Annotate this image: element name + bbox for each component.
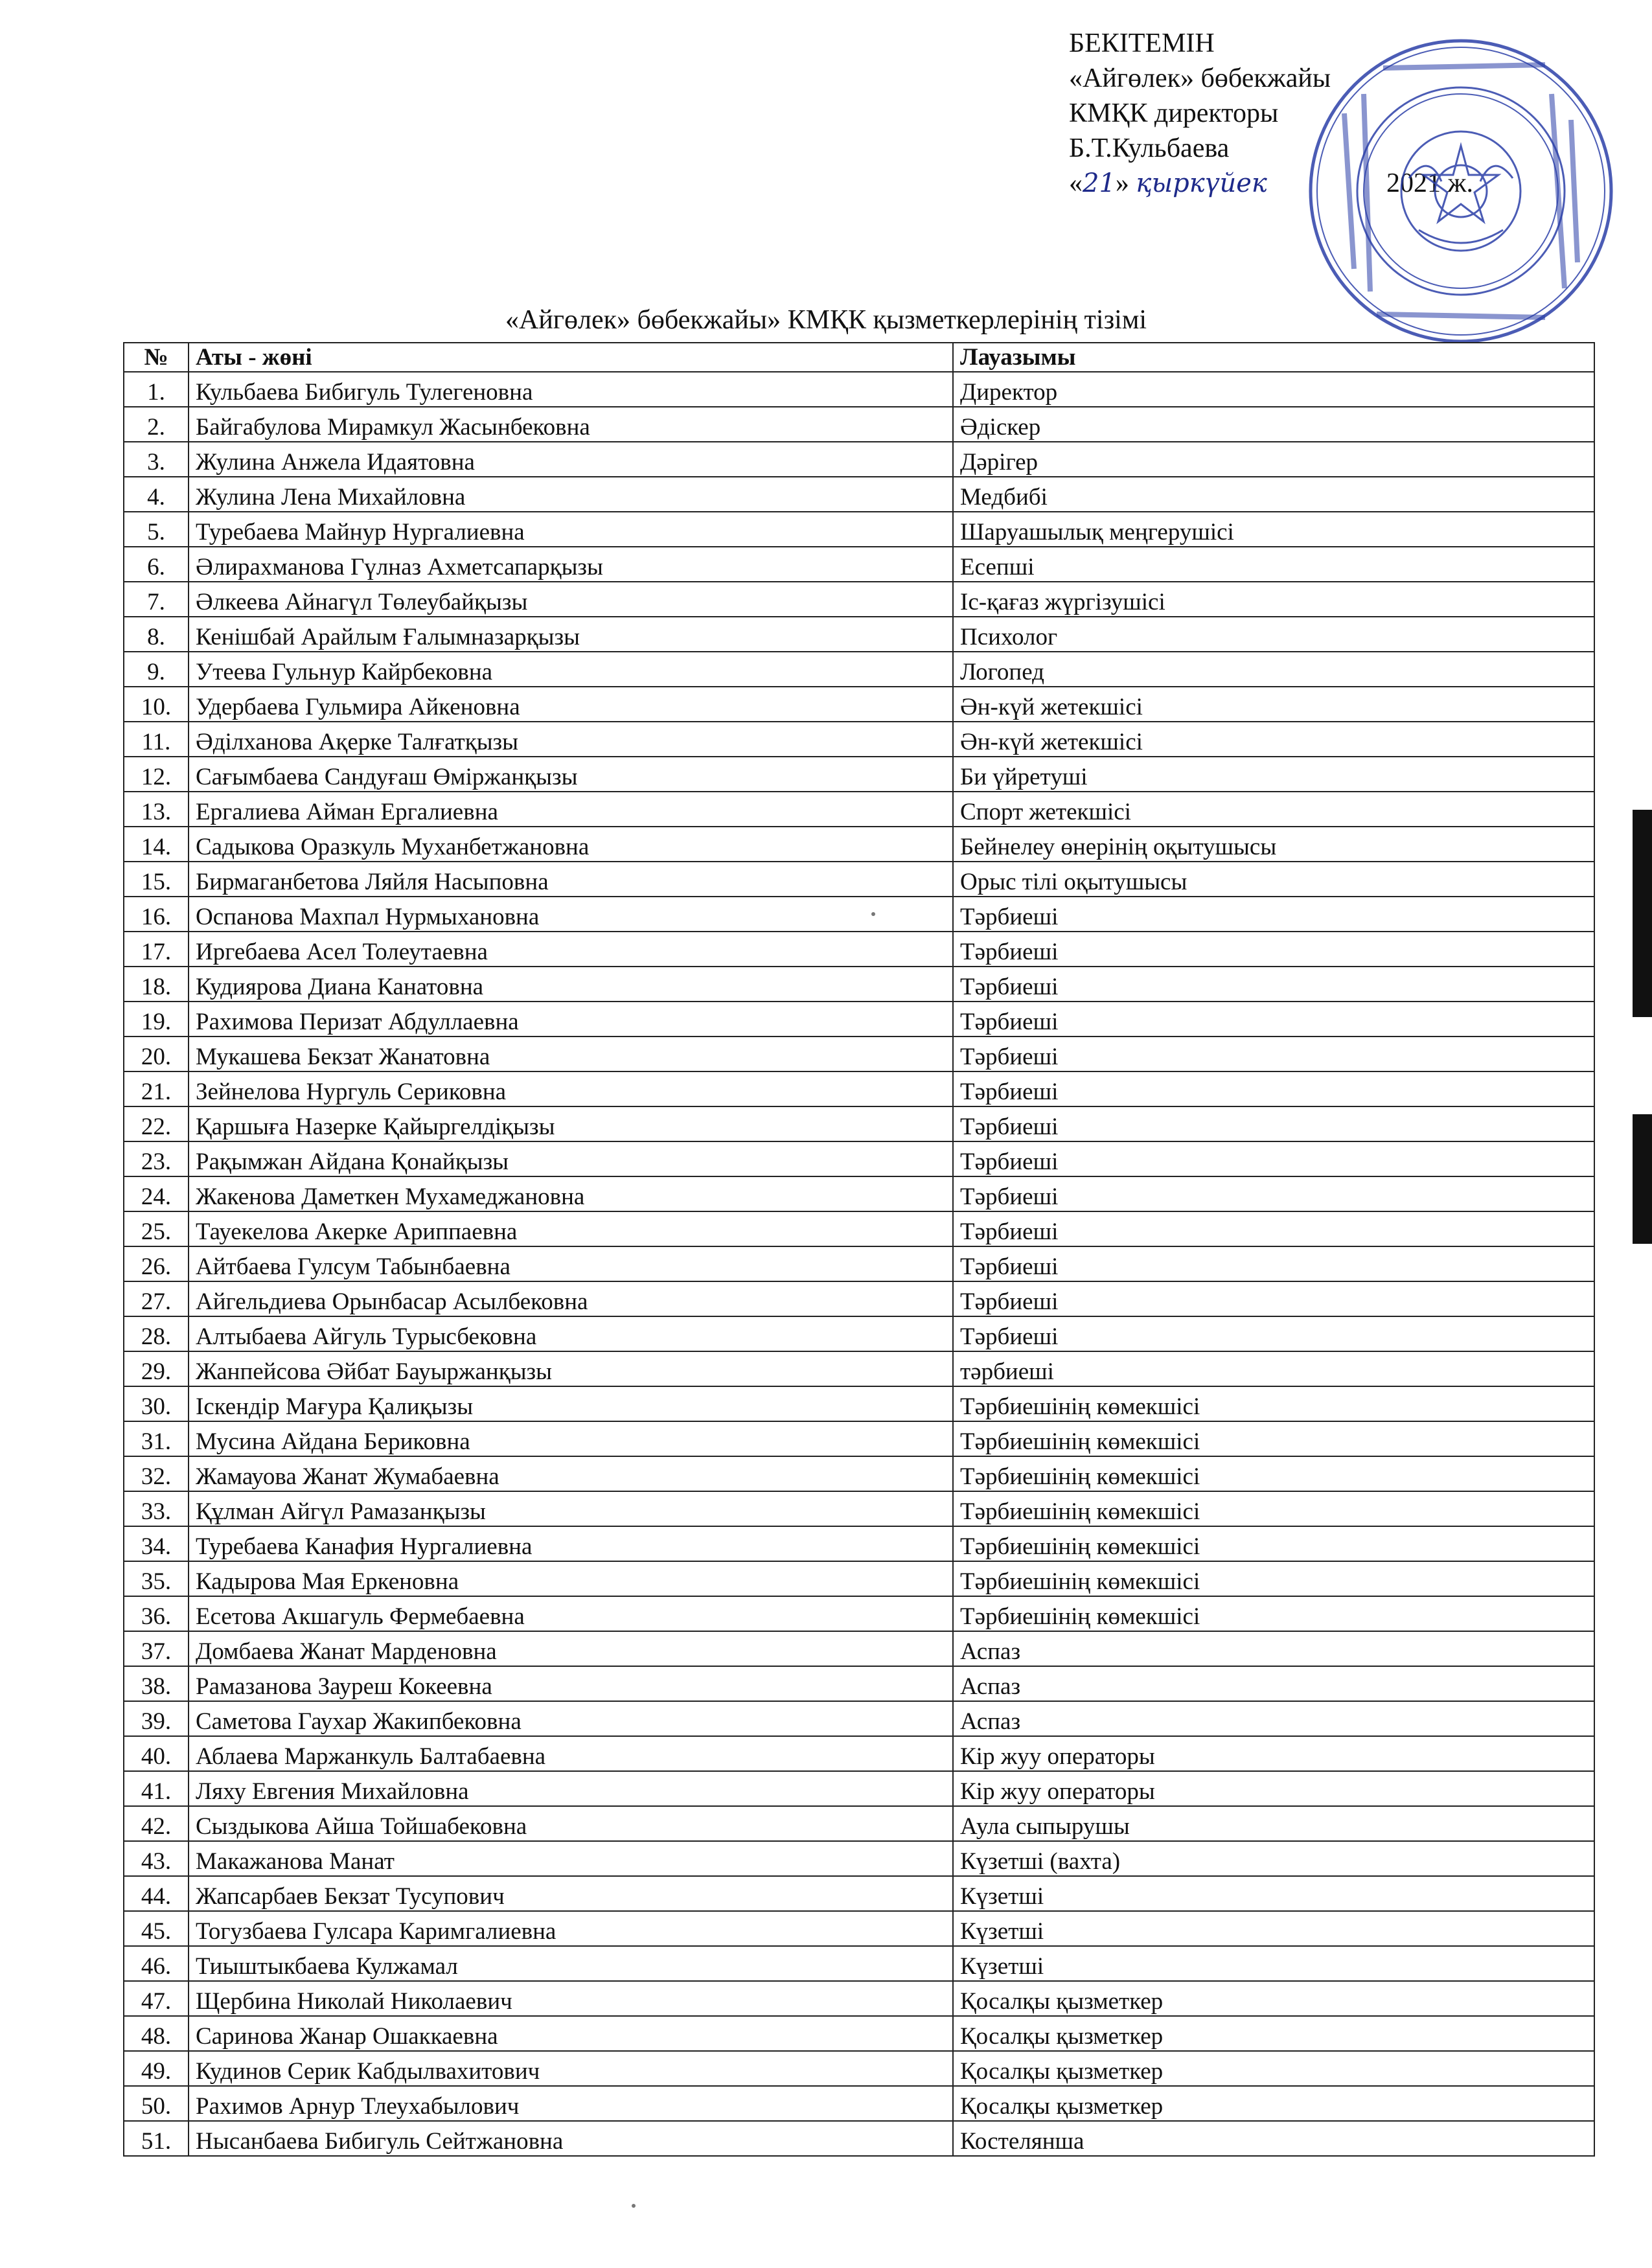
- table-row: [124, 1946, 1594, 1981]
- row-position: Директор: [953, 372, 1594, 407]
- table-row: [124, 512, 1594, 547]
- table-row: [124, 2016, 1594, 2051]
- table-row: [124, 1526, 1594, 1561]
- row-position: Қосалқы қызметкер: [953, 2051, 1594, 2086]
- row-number: 33.: [124, 1491, 189, 1526]
- row-number: 38.: [124, 1666, 189, 1701]
- row-number: 23.: [124, 1141, 189, 1176]
- row-position: Қосалқы қызметкер: [953, 2016, 1594, 2051]
- table-row: [124, 827, 1594, 862]
- row-full-name: Сыздыкова Айша Тойшабековна: [189, 1806, 953, 1841]
- row-position: Тәрбиешінің көмекшісі: [953, 1561, 1594, 1596]
- table-row: [124, 442, 1594, 477]
- row-number: 25.: [124, 1211, 189, 1246]
- row-number: 1.: [124, 372, 189, 407]
- row-number: 35.: [124, 1561, 189, 1596]
- row-number: 10.: [124, 687, 189, 722]
- row-full-name: Ляху Евгения Михайловна: [189, 1771, 953, 1806]
- row-number: 43.: [124, 1841, 189, 1876]
- row-position: Тәрбиешінің көмекшісі: [953, 1421, 1594, 1456]
- row-full-name: Рақымжан Айдана Қонайқызы: [189, 1141, 953, 1176]
- row-position: Тәрбиешінің көмекшісі: [953, 1526, 1594, 1561]
- row-full-name: Рахимова Перизат Абдуллаевна: [189, 1002, 953, 1037]
- row-position: Кір жуу операторы: [953, 1736, 1594, 1771]
- row-position: Тәрбиеші: [953, 1246, 1594, 1281]
- row-full-name: Жакенова Даметкен Мухамеджановна: [189, 1176, 953, 1211]
- table-row: [124, 1666, 1594, 1701]
- date-quote-open: «: [1069, 168, 1083, 198]
- row-number: 44.: [124, 1876, 189, 1911]
- date-quote-close: »: [1115, 168, 1129, 198]
- official-seal-stamp: [1305, 36, 1616, 347]
- row-position: Шаруашылық меңгерушісі: [953, 512, 1594, 547]
- row-full-name: Рамазанова Зауреш Кокеевна: [189, 1666, 953, 1701]
- row-position: Костелянша: [953, 2121, 1594, 2156]
- row-full-name: Мусина Айдана Бериковна: [189, 1421, 953, 1456]
- row-position: Бейнелеу өнерінің оқытушысы: [953, 827, 1594, 862]
- row-full-name: Жамауова Жанат Жумабаевна: [189, 1456, 953, 1491]
- row-number: 50.: [124, 2086, 189, 2121]
- row-position: Тәрбиеші: [953, 1211, 1594, 1246]
- row-position: Тәрбиеші: [953, 1037, 1594, 1071]
- table-row: [124, 757, 1594, 792]
- table-row: [124, 1491, 1594, 1526]
- table-row: [124, 862, 1594, 897]
- table-row: [124, 2086, 1594, 2121]
- row-full-name: Байгабулова Мирамкул Жасынбековна: [189, 407, 953, 442]
- row-position: Тәрбиеші: [953, 1316, 1594, 1351]
- row-number: 15.: [124, 862, 189, 897]
- row-position: Аспаз: [953, 1631, 1594, 1666]
- row-full-name: Садыкова Оразкуль Муханбетжановна: [189, 827, 953, 862]
- row-number: 4.: [124, 477, 189, 512]
- table-row: [124, 932, 1594, 967]
- row-number: 47.: [124, 1981, 189, 2016]
- row-full-name: Тиыштыкбаева Кулжамал: [189, 1946, 953, 1981]
- table-row: [124, 1141, 1594, 1176]
- row-position: Күзетші: [953, 1946, 1594, 1981]
- table-row: [124, 1281, 1594, 1316]
- row-position: Күзетші: [953, 1876, 1594, 1911]
- row-position: Кір жуу операторы: [953, 1771, 1594, 1806]
- table-row: [124, 1806, 1594, 1841]
- row-full-name: Бирмаганбетова Ляйля Насыповна: [189, 862, 953, 897]
- row-number: 27.: [124, 1281, 189, 1316]
- row-position: Тәрбиешінің көмекшісі: [953, 1491, 1594, 1526]
- row-position: Қосалқы қызметкер: [953, 2086, 1594, 2121]
- table-row: [124, 582, 1594, 617]
- row-number: 40.: [124, 1736, 189, 1771]
- row-position: тәрбиеші: [953, 1351, 1594, 1386]
- row-number: 45.: [124, 1911, 189, 1946]
- table-row: [124, 1981, 1594, 2016]
- row-full-name: Туребаева Майнур Нургалиевна: [189, 512, 953, 547]
- row-full-name: Иргебаева Асел Толеутаевна: [189, 932, 953, 967]
- row-number: 16.: [124, 897, 189, 932]
- table-row: [124, 1037, 1594, 1071]
- row-full-name: Кудиярова Диана Канатовна: [189, 967, 953, 1002]
- table-row: [124, 1841, 1594, 1876]
- row-full-name: Тогузбаева Гулсара Каримгалиевна: [189, 1911, 953, 1946]
- row-number: 21.: [124, 1071, 189, 1106]
- row-full-name: Жулина Анжела Идаятовна: [189, 442, 953, 477]
- header-full-name: Аты - жөні: [189, 343, 953, 372]
- row-number: 37.: [124, 1631, 189, 1666]
- row-number: 18.: [124, 967, 189, 1002]
- table-row: [124, 1071, 1594, 1106]
- table-row: [124, 1876, 1594, 1911]
- row-full-name: Жанпейсова Әйбат Бауыржанқызы: [189, 1351, 953, 1386]
- row-number: 51.: [124, 2121, 189, 2156]
- row-number: 39.: [124, 1701, 189, 1736]
- row-number: 14.: [124, 827, 189, 862]
- row-position: Тәрбиеші: [953, 897, 1594, 932]
- row-position: Күзетші: [953, 1911, 1594, 1946]
- row-number: 31.: [124, 1421, 189, 1456]
- row-number: 32.: [124, 1456, 189, 1491]
- row-full-name: Кенішбай Арайлым Ғалымназарқызы: [189, 617, 953, 652]
- row-position: Тәрбиешінің көмекшісі: [953, 1596, 1594, 1631]
- row-number: 5.: [124, 512, 189, 547]
- row-full-name: Жапсарбаев Бекзат Тусупович: [189, 1876, 953, 1911]
- row-position: Психолог: [953, 617, 1594, 652]
- row-position: Тәрбиешінің көмекшісі: [953, 1386, 1594, 1421]
- table-row: [124, 967, 1594, 1002]
- row-full-name: Утеева Гульнур Кайрбековна: [189, 652, 953, 687]
- row-number: 48.: [124, 2016, 189, 2051]
- table-row: [124, 617, 1594, 652]
- row-full-name: Құлман Айгүл Рамазанқызы: [189, 1491, 953, 1526]
- row-position: Аспаз: [953, 1701, 1594, 1736]
- row-full-name: Айгельдиева Орынбасар Асылбековна: [189, 1281, 953, 1316]
- row-number: 29.: [124, 1351, 189, 1386]
- row-position: Спорт жетекшісі: [953, 792, 1594, 827]
- table-row: [124, 1736, 1594, 1771]
- row-number: 36.: [124, 1596, 189, 1631]
- table-header-row: [124, 343, 1594, 372]
- table-row: [124, 1631, 1594, 1666]
- row-full-name: Туребаева Канафия Нургалиевна: [189, 1526, 953, 1561]
- row-full-name: Жулина Лена Михайловна: [189, 477, 953, 512]
- row-number: 9.: [124, 652, 189, 687]
- row-full-name: Щербина Николай Николаевич: [189, 1981, 953, 2016]
- table-row: [124, 1176, 1594, 1211]
- row-position: Тәрбиеші: [953, 1281, 1594, 1316]
- row-position: Тәрбиеші: [953, 932, 1594, 967]
- row-number: 6.: [124, 547, 189, 582]
- row-number: 46.: [124, 1946, 189, 1981]
- row-number: 13.: [124, 792, 189, 827]
- row-full-name: Ергалиева Айман Ергалиевна: [189, 792, 953, 827]
- table-row: [124, 1561, 1594, 1596]
- row-number: 11.: [124, 722, 189, 757]
- row-position: Тәрбиеші: [953, 1002, 1594, 1037]
- row-full-name: Айтбаева Гулсум Табынбаевна: [189, 1246, 953, 1281]
- row-number: 12.: [124, 757, 189, 792]
- table-row: [124, 1351, 1594, 1386]
- row-full-name: Сағымбаева Сандуғаш Өміржанқызы: [189, 757, 953, 792]
- staff-table: [123, 342, 1595, 2157]
- row-number: 41.: [124, 1771, 189, 1806]
- row-number: 2.: [124, 407, 189, 442]
- row-full-name: Қаршыға Назерке Қайыргелдіқызы: [189, 1106, 953, 1141]
- row-number: 24.: [124, 1176, 189, 1211]
- table-row: [124, 1211, 1594, 1246]
- row-full-name: Кадырова Мая Еркеновна: [189, 1561, 953, 1596]
- row-number: 30.: [124, 1386, 189, 1421]
- approval-position: КМҚК директоры: [1069, 98, 1279, 128]
- table-row: [124, 687, 1594, 722]
- table-row: [124, 1421, 1594, 1456]
- row-full-name: Кудинов Серик Кабдылвахитович: [189, 2051, 953, 2086]
- date-day: 21: [1083, 168, 1116, 198]
- row-number: 49.: [124, 2051, 189, 2086]
- row-full-name: Алтыбаева Айгуль Турысбековна: [189, 1316, 953, 1351]
- row-full-name: Макажанова Манат: [189, 1841, 953, 1876]
- row-full-name: Әділханова Ақерке Талғатқызы: [189, 722, 953, 757]
- row-full-name: Іскендір Мағура Қалиқызы: [189, 1386, 953, 1421]
- row-position: Логопед: [953, 652, 1594, 687]
- row-position: Орыс тілі оқытушысы: [953, 862, 1594, 897]
- table-row: [124, 2121, 1594, 2156]
- approval-heading: БЕКІТЕМІН: [1069, 29, 1215, 58]
- row-full-name: Оспанова Махпал Нурмыхановна: [189, 897, 953, 932]
- row-number: 20.: [124, 1037, 189, 1071]
- header-position: Лауазымы: [953, 343, 1594, 372]
- scan-edge-shadow: [1633, 1114, 1652, 1244]
- table-row: [124, 1316, 1594, 1351]
- row-full-name: Удербаева Гульмира Айкеновна: [189, 687, 953, 722]
- row-full-name: Саметова Гаухар Жакипбековна: [189, 1701, 953, 1736]
- row-position: Тәрбиешінің көмекшісі: [953, 1456, 1594, 1491]
- row-position: Дәрігер: [953, 442, 1594, 477]
- row-number: 22.: [124, 1106, 189, 1141]
- row-number: 3.: [124, 442, 189, 477]
- row-number: 17.: [124, 932, 189, 967]
- row-position: Аспаз: [953, 1666, 1594, 1701]
- table-row: [124, 1386, 1594, 1421]
- table-row: [124, 372, 1594, 407]
- row-position: Аула сыпырушы: [953, 1806, 1594, 1841]
- scan-speck: [871, 912, 875, 916]
- row-number: 28.: [124, 1316, 189, 1351]
- row-full-name: Әлкеева Айнагүл Төлеубайқызы: [189, 582, 953, 617]
- row-full-name: Мукашева Бекзат Жанатовна: [189, 1037, 953, 1071]
- row-position: Тәрбиеші: [953, 1106, 1594, 1141]
- table-row: [124, 1456, 1594, 1491]
- scan-speck: [632, 2204, 636, 2208]
- table-row: [124, 2051, 1594, 2086]
- row-position: Іс-қағаз жүргізушісі: [953, 582, 1594, 617]
- row-full-name: Рахимов Арнур Тлеухабылович: [189, 2086, 953, 2121]
- document-title: «Айгөлек» бөбекжайы» КМҚК қызметкерлерінің тізімі: [505, 305, 1147, 335]
- row-position: Би үйретуші: [953, 757, 1594, 792]
- table-row: [124, 1106, 1594, 1141]
- row-full-name: Әлирахманова Гүлназ Ахметсапарқызы: [189, 547, 953, 582]
- table-row: [124, 1002, 1594, 1037]
- table-row: [124, 1596, 1594, 1631]
- table-row: [124, 1246, 1594, 1281]
- approval-name: Б.Т.Кульбаева: [1069, 133, 1230, 163]
- row-position: Қосалқы қызметкер: [953, 1981, 1594, 2016]
- row-number: 7.: [124, 582, 189, 617]
- table-row: [124, 407, 1594, 442]
- table-row: [124, 477, 1594, 512]
- row-full-name: Тауекелова Акерке Ариппаевна: [189, 1211, 953, 1246]
- approval-org: «Айгөлек» бөбекжайы: [1069, 63, 1331, 93]
- row-full-name: Есетова Акшагуль Фермебаевна: [189, 1596, 953, 1631]
- table-row: [124, 1771, 1594, 1806]
- row-full-name: Зейнелова Нургуль Сериковна: [189, 1071, 953, 1106]
- row-number: 42.: [124, 1806, 189, 1841]
- row-full-name: Саринова Жанар Ошаккаевна: [189, 2016, 953, 2051]
- table-row: [124, 1701, 1594, 1736]
- date-month: қыркүйек: [1136, 168, 1267, 198]
- table-row: [124, 722, 1594, 757]
- row-position: Есепші: [953, 547, 1594, 582]
- header-number: №: [124, 343, 189, 372]
- row-position: Ән-күй жетекшісі: [953, 722, 1594, 757]
- row-number: 19.: [124, 1002, 189, 1037]
- row-number: 26.: [124, 1246, 189, 1281]
- row-position: Тәрбиеші: [953, 1176, 1594, 1211]
- row-full-name: Кульбаева Бибигуль Тулегеновна: [189, 372, 953, 407]
- table-row: [124, 652, 1594, 687]
- row-position: Тәрбиеші: [953, 1141, 1594, 1176]
- table-row: [124, 792, 1594, 827]
- row-position: Тәрбиеші: [953, 1071, 1594, 1106]
- row-full-name: Домбаева Жанат Марденовна: [189, 1631, 953, 1666]
- row-number: 8.: [124, 617, 189, 652]
- scan-edge-shadow: [1633, 810, 1652, 1017]
- row-position: Ән-күй жетекшісі: [953, 687, 1594, 722]
- table-row: [124, 1911, 1594, 1946]
- row-position: Күзетші (вахта): [953, 1841, 1594, 1876]
- row-full-name: Нысанбаева Бибигуль Сейтжановна: [189, 2121, 953, 2156]
- table-row: [124, 547, 1594, 582]
- table-row: [124, 897, 1594, 932]
- row-position: Әдіскер: [953, 407, 1594, 442]
- row-number: 34.: [124, 1526, 189, 1561]
- row-position: Медбибі: [953, 477, 1594, 512]
- row-full-name: Аблаева Маржанкуль Балтабаевна: [189, 1736, 953, 1771]
- row-position: Тәрбиеші: [953, 967, 1594, 1002]
- date-year: 2021 ж.: [1386, 168, 1474, 198]
